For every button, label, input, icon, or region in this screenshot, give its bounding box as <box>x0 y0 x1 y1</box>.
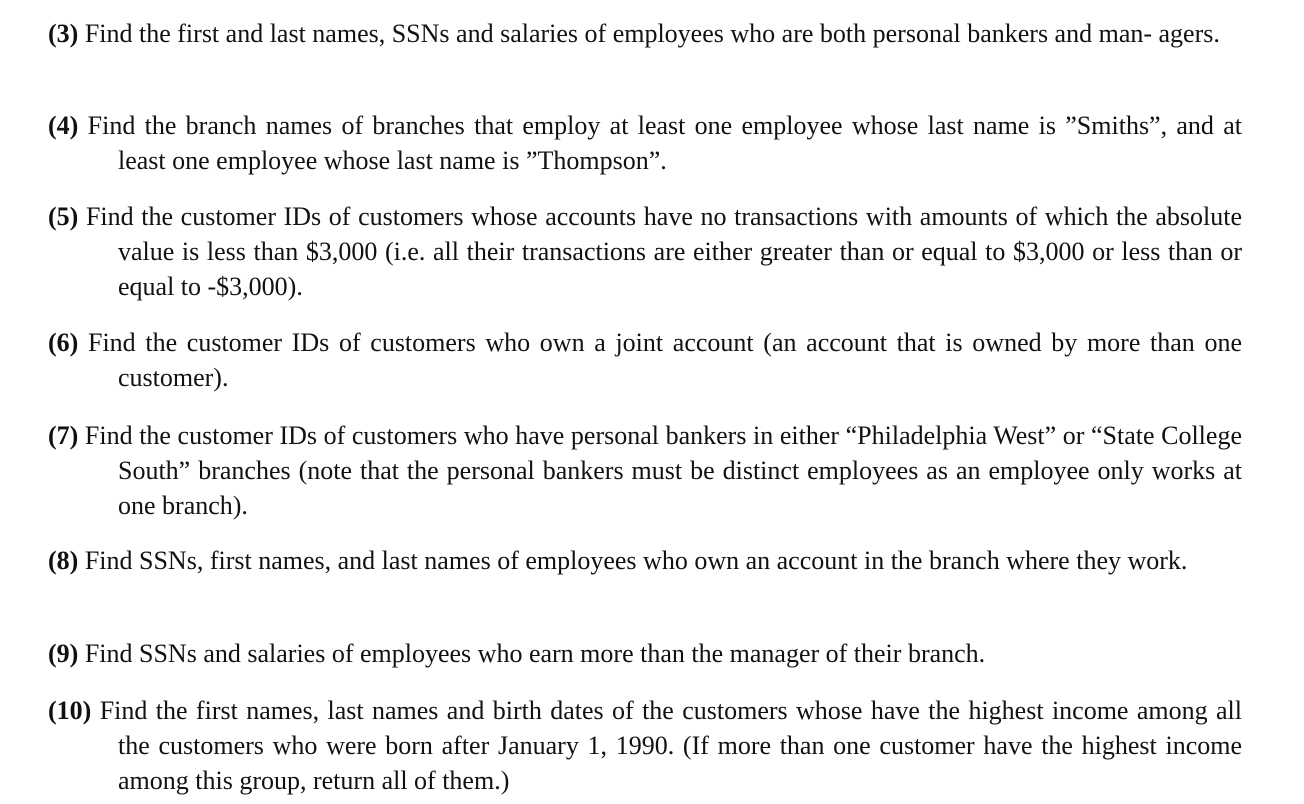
question-text: Find the customer IDs of customers who own a joint account (an account that is owned by more than one customer). <box>88 328 1243 392</box>
question-number: (8) <box>48 546 79 575</box>
question-4 <box>48 108 1242 178</box>
question-number: (3) <box>48 19 79 48</box>
question-7 <box>48 418 1242 523</box>
question-text: Find SSNs and salaries of employees who earn more than the manager of their branch. <box>84 639 986 668</box>
question-number: (4) <box>48 111 79 140</box>
question-8 <box>48 543 1242 578</box>
question-number: (5) <box>48 202 79 231</box>
question-text: Find the branch names of branches that employ at least one employee whose last name is ”Smiths”, and at least one employee whose last name is ”Thompson”. <box>87 111 1243 175</box>
question-6 <box>48 325 1242 395</box>
question-number: (10) <box>48 696 92 725</box>
question-text: Find the customer IDs of customers whose accounts have no transactions with amounts of which the absolute value is less than $3,000 (i.e. all their transactions are either greater than or equal to $3,000 or less than or equal to -$3,000). <box>85 202 1243 301</box>
question-text: Find SSNs, first names, and last names of employees who own an account in the branch where they work. <box>84 546 1188 575</box>
question-number: (7) <box>48 421 79 450</box>
question-text: Find the customer IDs of customers who have personal bankers in either “Philadelphia West” or “State College South” branches (note that the personal bankers must be distinct employees as an employee only works at one branch). <box>84 421 1242 520</box>
question-10 <box>48 693 1242 798</box>
question-5 <box>48 199 1242 304</box>
question-number: (6) <box>48 328 79 357</box>
question-text: Find the first names, last names and birth dates of the customers whose have the highest income among all the customers who were born after January 1, 1990. (If more than one customer have the highest income among this group, return all of them.) <box>99 696 1242 795</box>
question-9 <box>48 636 1242 671</box>
question-text: Find the first and last names, SSNs and salaries of employees who are both personal bankers and man- agers. <box>84 19 1220 48</box>
question-number: (9) <box>48 639 79 668</box>
question-3 <box>48 16 1242 51</box>
